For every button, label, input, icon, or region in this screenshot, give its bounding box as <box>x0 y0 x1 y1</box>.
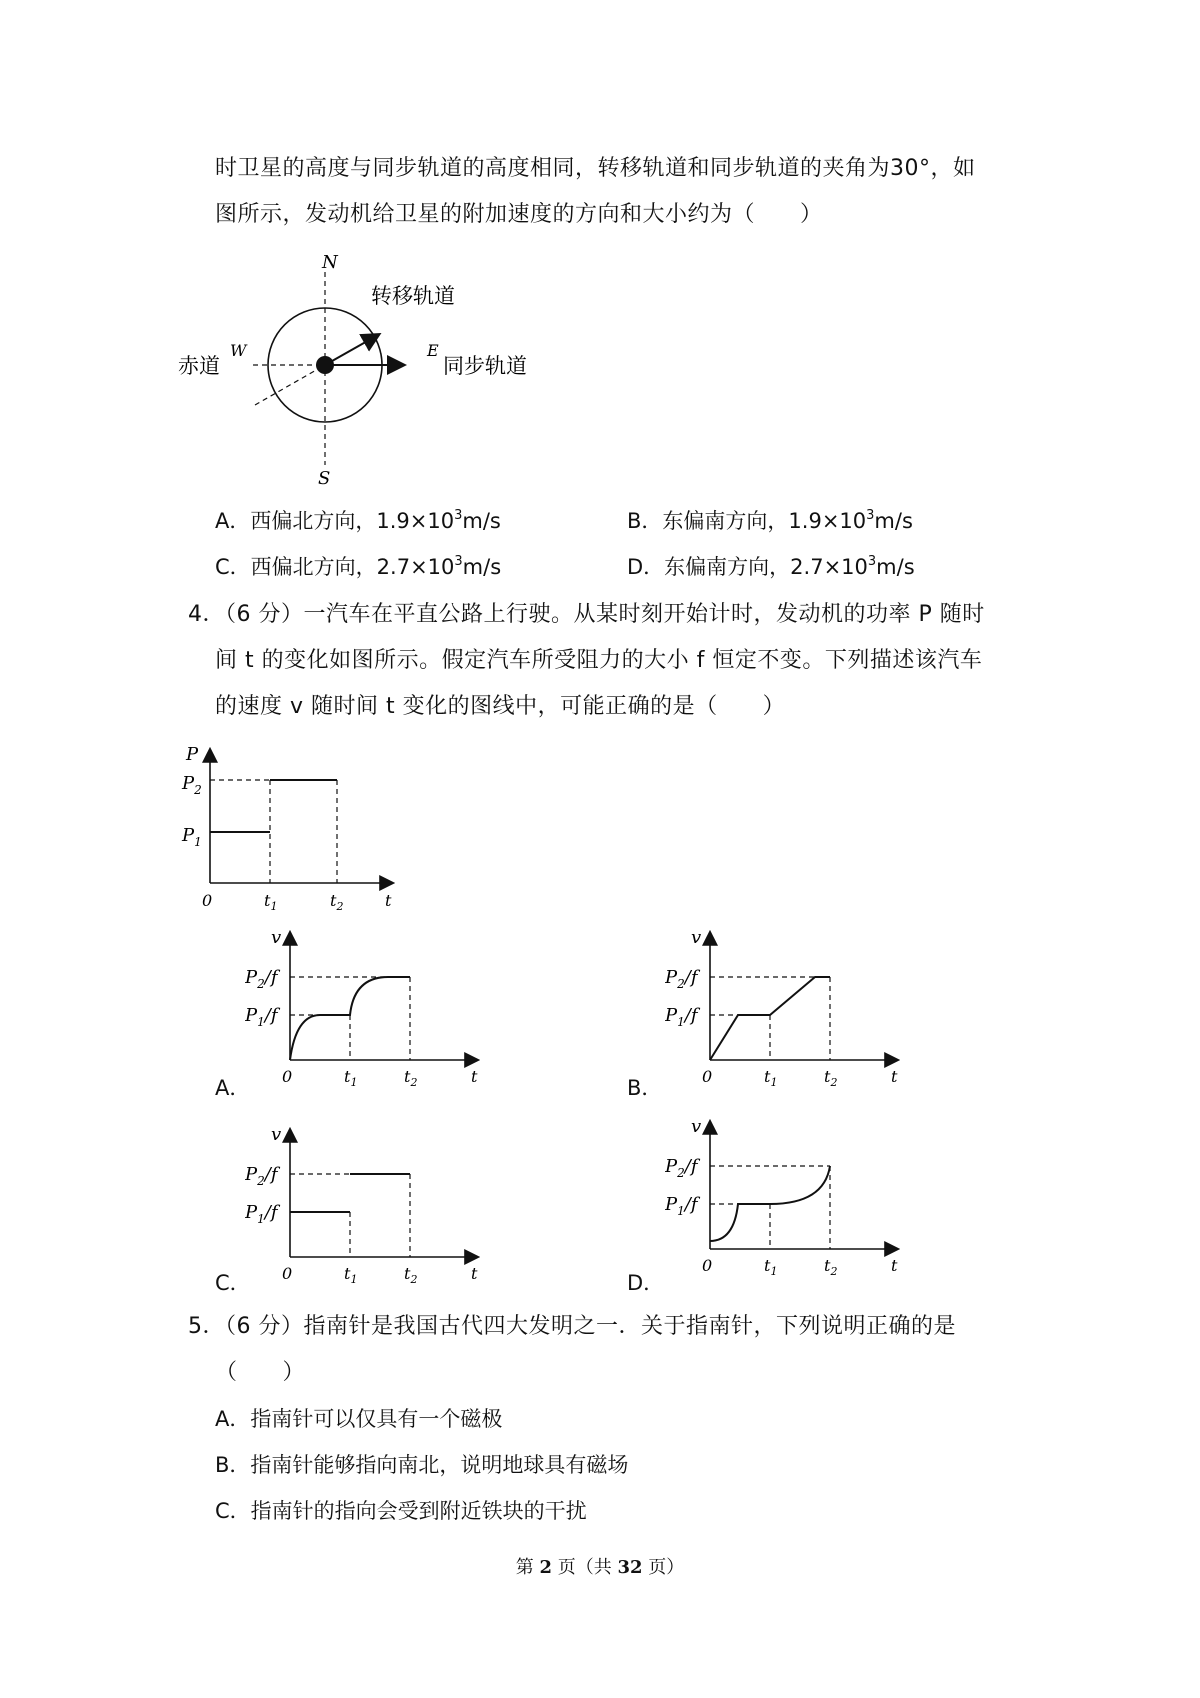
power-time-graph <box>180 740 400 910</box>
p1f-label: $P_1/f$ <box>665 1194 698 1218</box>
page-number: 2 <box>539 1557 552 1578</box>
t2-label: $t_2$ <box>404 1067 418 1089</box>
p1-label: $P_1$ <box>182 825 202 849</box>
origin-label: 0 <box>702 1067 713 1086</box>
q3-text-line2: 图所示，发动机给卫星的附加速度的方向和大小约为（ ） <box>215 202 823 227</box>
q3-option-b[interactable]: B．东偏南方向，$1.9\times 10^3m/s$ <box>627 508 913 533</box>
velocity-curve <box>290 1174 410 1212</box>
south-label: S <box>318 468 331 489</box>
q3-text-line1: 时卫星的高度与同步轨道的高度相同，转移轨道和同步轨道的夹角为30°，如 <box>215 156 976 181</box>
q4-text-line1: 4．（6 分）一汽车在平直公路上行驶。从某时刻开始计时，发动机的功率 P 随时 <box>188 602 985 627</box>
transfer-orbit-label: 转移轨道 <box>371 284 455 308</box>
satellite-dot <box>316 356 334 374</box>
q5-text-line2: （ ） <box>215 1360 306 1385</box>
time-axis-label: t <box>385 891 392 910</box>
q4-option-d[interactable]: D． <box>627 1271 665 1295</box>
p1f-label: $P_1/f$ <box>665 1005 698 1029</box>
q4-text-line3: 的速度 v 随时间 t 变化的图线中，可能正确的是（ ） <box>215 694 786 719</box>
velocity-graph-a <box>245 925 485 1090</box>
q4-option-b[interactable]: B． <box>627 1076 663 1100</box>
power-axis-label: P <box>186 744 199 765</box>
north-label: N <box>322 252 338 273</box>
t2-label: $t_2$ <box>330 891 344 910</box>
q3-option-c[interactable]: C．西偏北方向，$2.7\times 10^3m/s$ <box>215 554 502 579</box>
page-total: 32 <box>617 1557 643 1578</box>
t2-label: $t_2$ <box>824 1256 838 1278</box>
v-axis-label: v <box>271 1124 282 1145</box>
p2f-label: $P_2/f$ <box>245 1164 278 1188</box>
transfer-orbit-arrow <box>325 335 378 365</box>
q5-option-b[interactable]: B．指南针能够指向南北，说明地球具有磁场 <box>215 1453 629 1477</box>
q5-option-c[interactable]: C．指南针的指向会受到附近铁块的干扰 <box>215 1499 587 1523</box>
v-axis-label: v <box>271 927 282 948</box>
t2-label: $t_2$ <box>824 1067 838 1089</box>
t1-label: $t_1$ <box>764 1256 778 1278</box>
origin-label: 0 <box>282 1264 293 1283</box>
orbit-diagram <box>175 250 555 490</box>
p2f-label: $P_2/f$ <box>245 967 278 991</box>
q3-option-a[interactable]: A．西偏北方向，$1.9\times 10^3m/s$ <box>215 508 501 533</box>
p1f-label: $P_1/f$ <box>245 1202 278 1226</box>
transfer-orbit-dashed <box>255 365 325 405</box>
t1-label: $t_1$ <box>344 1067 358 1089</box>
equator-label: 赤道 <box>178 354 220 378</box>
q5-option-a[interactable]: A．指南针可以仅具有一个磁极 <box>215 1407 503 1431</box>
p2f-label: $P_2/f$ <box>665 967 698 991</box>
v-axis-label: v <box>691 927 702 948</box>
velocity-graph-b <box>665 925 905 1090</box>
t-axis-label: t <box>471 1264 478 1283</box>
q4-option-c[interactable]: C． <box>215 1271 251 1295</box>
velocity-graph-d <box>665 1114 905 1279</box>
t-axis-label: t <box>891 1067 898 1086</box>
t-axis-label: t <box>471 1067 478 1086</box>
q4-text-line2: 间 t 的变化如图所示。假定汽车所受阻力的大小 f 恒定不变。下列描述该汽车 <box>215 648 983 673</box>
p1f-label: $P_1/f$ <box>245 1005 278 1029</box>
q4-option-a[interactable]: A． <box>215 1076 251 1100</box>
west-label: W <box>230 341 247 360</box>
q3-option-d[interactable]: D．东偏南方向，$2.7\times 10^3m/s$ <box>627 554 915 579</box>
v-axis-label: v <box>691 1116 702 1137</box>
q5-text-line1: 5．（6 分）指南针是我国古代四大发明之一．关于指南针，下列说明正确的是 <box>188 1314 956 1339</box>
page-footer: 第 2 页（共 32 页） <box>515 1557 685 1578</box>
t1-label: $t_1$ <box>764 1067 778 1089</box>
origin-label: 0 <box>202 891 213 910</box>
origin-label: 0 <box>282 1067 293 1086</box>
sync-orbit-label: 同步轨道 <box>443 354 527 378</box>
t-axis-label: t <box>891 1256 898 1275</box>
t1-label: $t_1$ <box>264 891 278 910</box>
t1-label: $t_1$ <box>344 1264 358 1286</box>
velocity-graph-c <box>245 1122 485 1287</box>
p2-label: $P_2$ <box>182 773 202 797</box>
p2f-label: $P_2/f$ <box>665 1156 698 1180</box>
t2-label: $t_2$ <box>404 1264 418 1286</box>
east-label: E <box>427 341 439 360</box>
origin-label: 0 <box>702 1256 713 1275</box>
